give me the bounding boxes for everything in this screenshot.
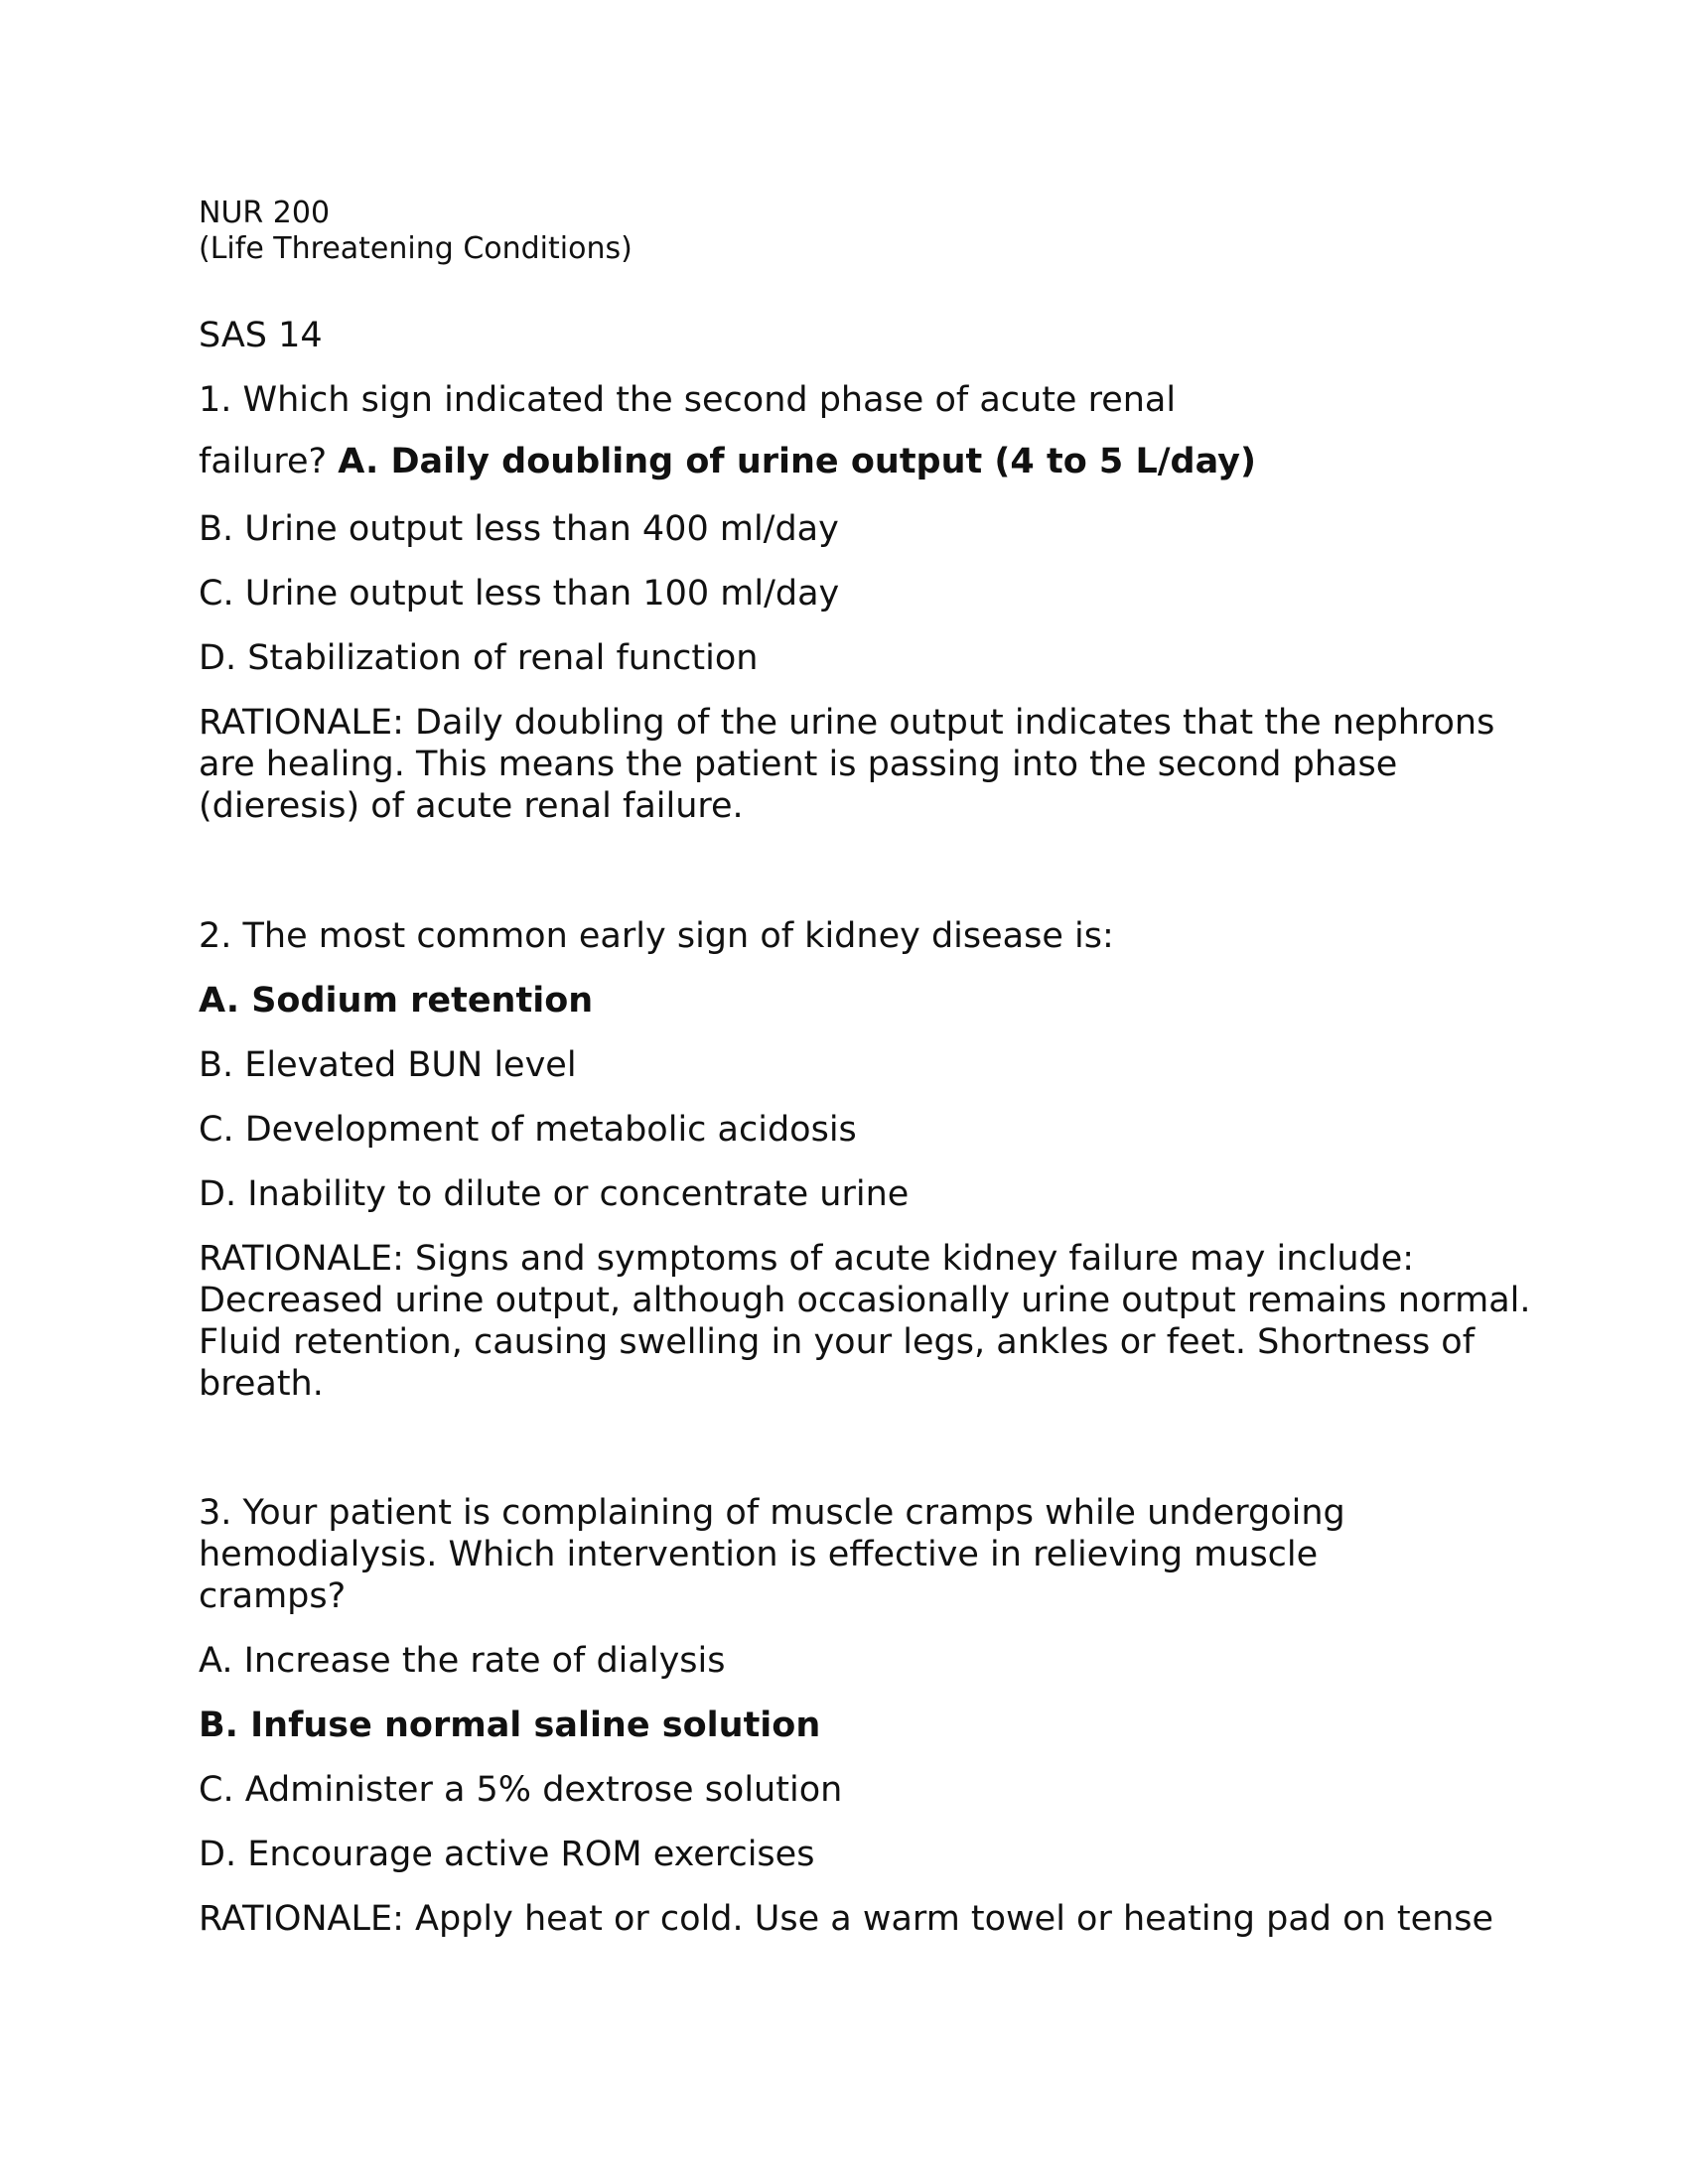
question-3-stem-line-1: 3. Your patient is complaining of muscle cramps while undergoing (199, 1493, 1345, 1533)
course-subtitle: (Life Threatening Conditions) (199, 231, 633, 266)
question-1-stem-line-2 (199, 442, 1256, 481)
question-3-stem-line-2: hemodialysis. Which intervention is effective in relieving muscle (199, 1535, 1319, 1574)
question-3-option-c: C. Administer a 5% dextrose solution (199, 1770, 843, 1810)
question-1-stem-line-1: 1. Which sign indicated the second phase of acute renal (199, 380, 1177, 420)
question-2-rationale-line-1: RATIONALE: Signs and symptoms of acute kidney failure may include: (199, 1239, 1415, 1279)
question-1-answer-a: A. Daily doubling of urine output (4 to 5 L/day) (338, 442, 1256, 481)
question-2-option-c: C. Development of metabolic acidosis (199, 1110, 857, 1150)
question-1-rationale-line-1: RATIONALE: Daily doubling of the urine output indicates that the nephrons (199, 703, 1495, 743)
question-2-rationale-line-2: Decreased urine output, although occasionally urine output remains normal. (199, 1281, 1531, 1320)
sas-number: SAS 14 (199, 316, 323, 355)
question-2-option-b: B. Elevated BUN level (199, 1045, 577, 1085)
question-3-rationale-line-1: RATIONALE: Apply heat or cold. Use a warm towel or heating pad on tense (199, 1899, 1494, 1939)
question-2-rationale-line-4: breath. (199, 1364, 324, 1404)
question-3-answer-b: B. Infuse normal saline solution (199, 1706, 821, 1745)
question-1-rationale-line-3: (dieresis) of acute renal failure. (199, 786, 744, 826)
question-2-stem: 2. The most common early sign of kidney disease is: (199, 916, 1114, 956)
question-1-option-b: B. Urine output less than 400 ml/day (199, 509, 839, 549)
question-1-option-c: C. Urine output less than 100 ml/day (199, 574, 840, 614)
question-3-option-a: A. Increase the rate of dialysis (199, 1641, 726, 1681)
question-3-stem-line-3: cramps? (199, 1576, 347, 1616)
course-code: NUR 200 (199, 196, 331, 230)
question-1-option-d: D. Stabilization of renal function (199, 638, 759, 678)
question-2-option-d: D. Inability to dilute or concentrate urine (199, 1174, 910, 1214)
question-1-stem-end: failure? (199, 442, 328, 481)
question-3-option-d: D. Encourage active ROM exercises (199, 1835, 815, 1874)
question-1-rationale-line-2: are healing. This means the patient is passing into the second phase (199, 745, 1398, 784)
question-2-answer-a: A. Sodium retention (199, 981, 594, 1021)
question-2-rationale-line-3: Fluid retention, causing swelling in your legs, ankles or feet. Shortness of (199, 1322, 1476, 1362)
